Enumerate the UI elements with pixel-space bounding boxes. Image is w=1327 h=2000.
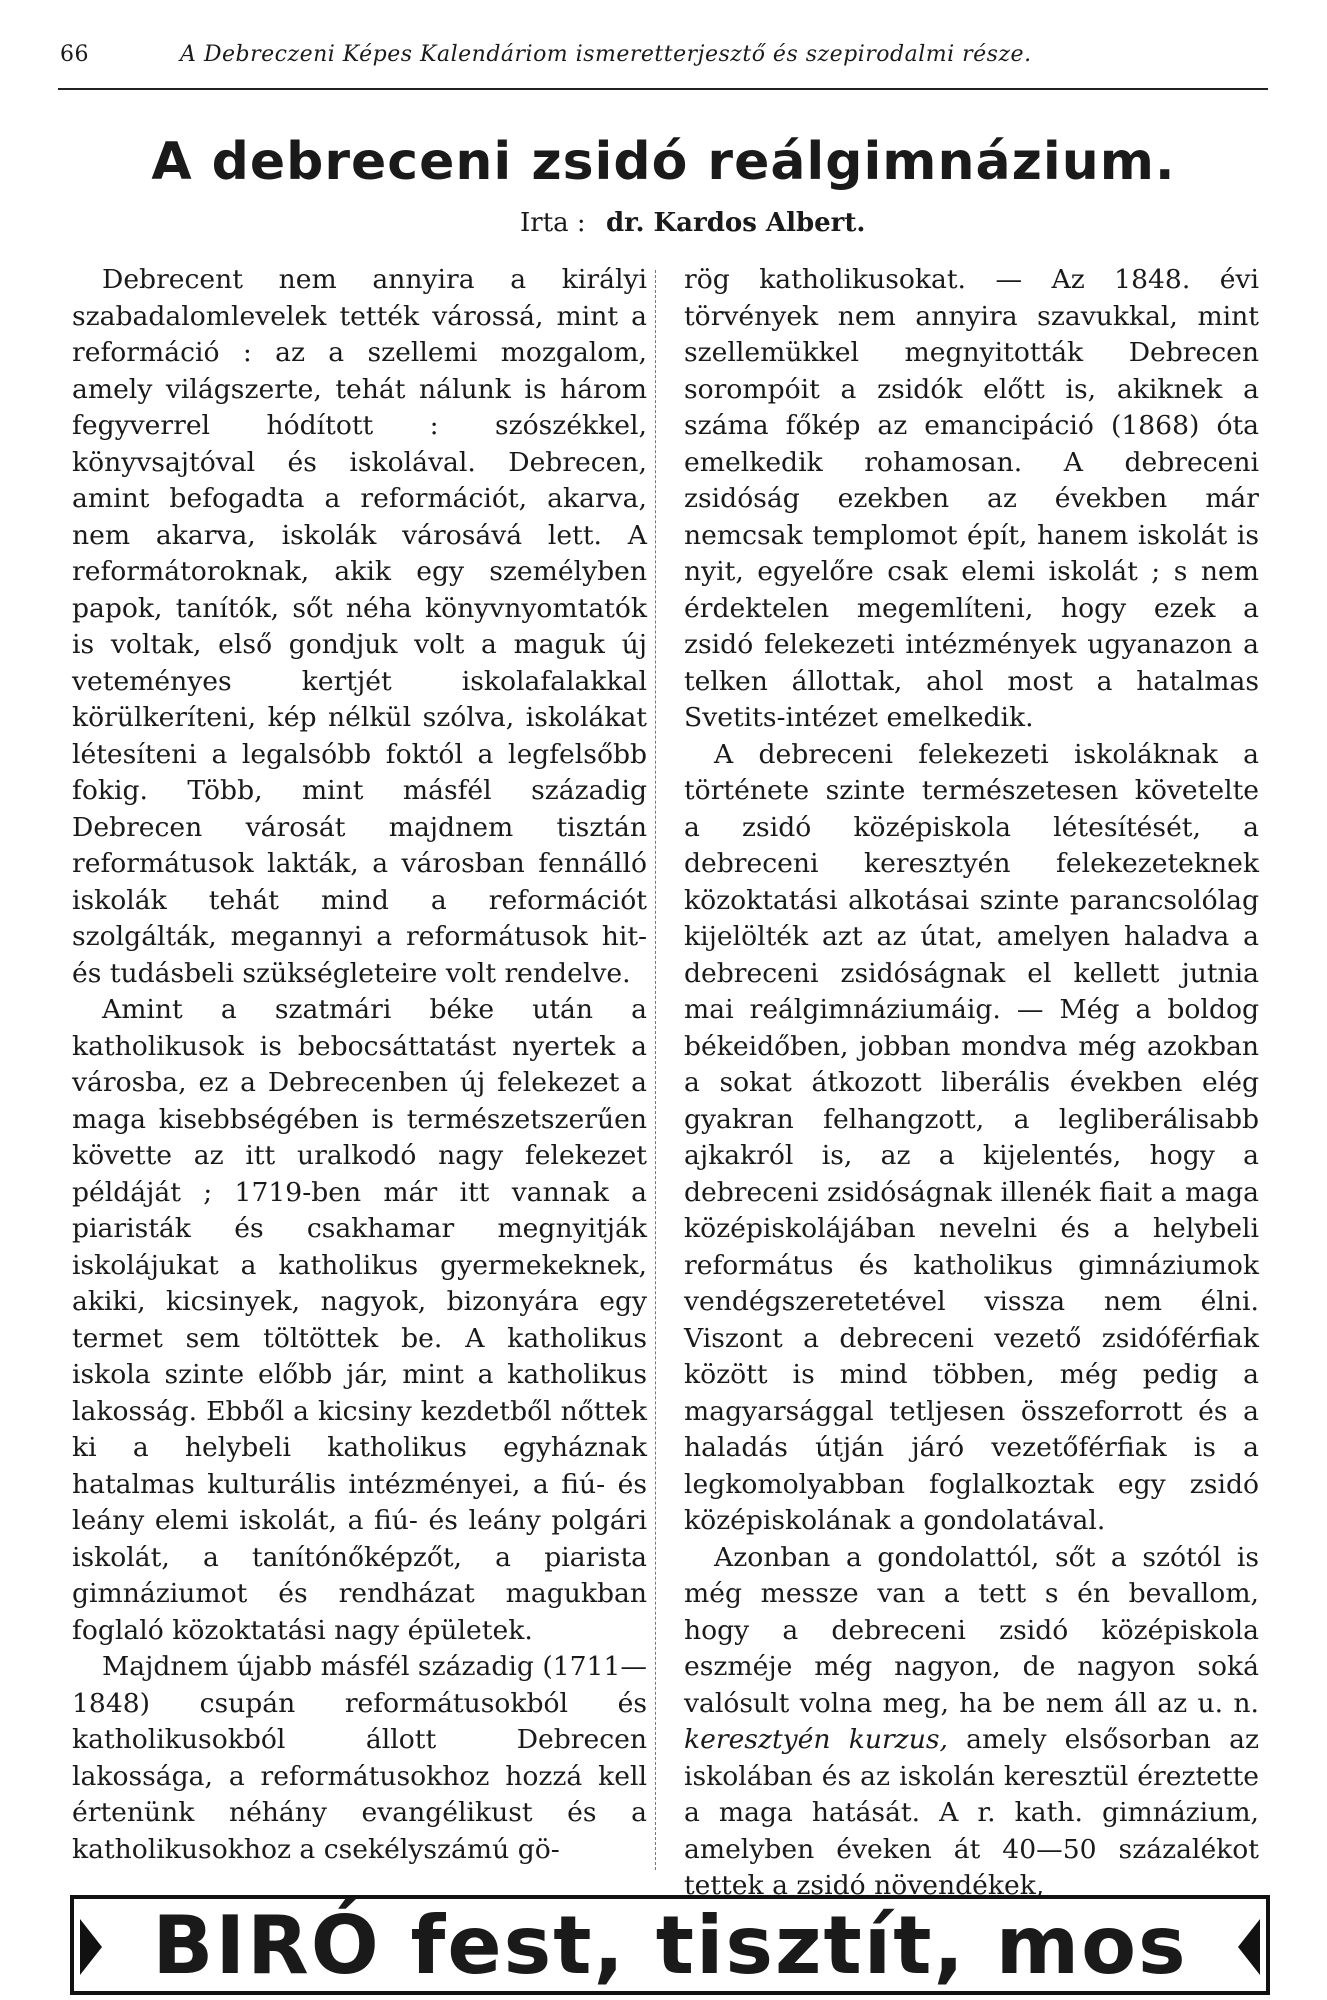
right-paragraph-3a: Azonban a gondolattól, sőt a szótól is még messze van a tett s én bevallom, hogy a debreceni zsidó középiskola eszméje még nagyon, de nagyon soká valósult volna meg, ha be nem áll az u. n. xyxy=(684,1541,1259,1719)
left-paragraph-3: Majdnem újabb másfél századig (1711—1848) csupán reformátusokból és katholikusokból állott Debrecen lakossága, a reformátusokhoz hozzá kell értenünk néhány evangélikust és a katholikusokhoz a csekélyszámú gö- xyxy=(72,1651,647,1865)
emphasis-kurzus: keresztyén kurzus, xyxy=(684,1724,948,1755)
arrow-right-icon xyxy=(1238,1919,1260,1975)
advertisement-text: BIRÓ fest, tisztít, mos xyxy=(152,1898,1188,1992)
column-divider xyxy=(655,270,656,1870)
left-column xyxy=(72,262,647,1870)
right-paragraph-2: A debreceni felekezeti iskoláknak a története szinte természetesen követelte a zsidó középiskola létesítését, a debreceni keresztyén felekezeteknek közoktatási alkotásai szinte parancsolólag kijelölték azt az útat, amelyen haladva a debreceni zsidóságnak el kellett jutnia mai reálgimnáziumáig. — Még a boldog békeidőben, jobban mondva még azokban a sokat átkozott liberális években elég gyakran felhangzott, a legliberálisabb ajkakról is, az a kijelentés, hogy a debreceni zsidóságnak illenék fiait a maga középiskolájában nevelni és a helybeli református és katholikus gimnáziumok vendégszeretetével vissza nem élni. Viszont a debreceni vezető zsidóférfiak között is mind többen, még pedig a magyarsággal tetljesen összeforrott és a haladás útján járó vezetőférfiak is a legkomolyabban foglalkoztak egy zsidó középiskolának a gondolatával. xyxy=(684,738,1259,1536)
right-column xyxy=(684,262,1259,1901)
page-number: 66 xyxy=(60,42,89,67)
header-rule xyxy=(58,88,1268,90)
right-paragraph-3 xyxy=(684,1540,1259,1905)
arrow-left-icon xyxy=(80,1919,102,1975)
author-name: dr. Kardos Albert. xyxy=(605,208,866,238)
right-paragraph-1: rög katholikusokat. — Az 1848. évi törvények nem annyira szavukkal, mint szellemükkel megnyitották Debrecen sorompóit a zsidók előtt is, akiknek a száma főkép az emancipáció (1868) óta emelkedik rohamosan. A debreceni zsidóság ezekben az években már nemcsak templomot épít, hanem iskolát is nyit, egyelőre csak elemi iskolát ; s nem érdektelen megemlíteni, hogy ezek a zsidó felekezeti intézmények ugyanazon a telken állottak, ahol most a hatalmas Svetits-intézet emelkedik. xyxy=(684,264,1259,733)
running-title: A Debreczeni Képes Kalendáriom ismeretterjesztő és szepirodalmi része. xyxy=(180,42,1032,67)
byline-label: Irta : xyxy=(520,208,586,238)
left-paragraph-1: Debrecent nem annyira a királyi szabadalomlevelek tették várossá, mint a reformáció : az a szellemi mozgalom, amely világszerte, tehát nálunk is három fegyverrel hódított : szószékkel, könyvsajtóval és iskolával. Debrecen, amint befogadta a reformációt, akarva, nem akarva, iskolák városává lett. A reformátoroknak, akik egy személyben papok, tanítók, sőt néha könyvnyomtatók is voltak, első gondjuk volt a maguk új veteményes kertjét iskolafalakkal körülkeríteni, kép nélkül szólva, iskolákat létesíteni a legalsóbb foktól a legfelsőbb fokig. Több, mint másfél századig Debrecen városát majdnem tisztán reformátusok lakták, a városban fennálló iskolák tehát mind a reformációt szolgálták, megannyi a reformátusok hit- és tudásbeli szükségleteire volt rendelve. xyxy=(72,264,647,989)
left-paragraph-2: Amint a szatmári béke után a katholikusok is bebocsáttatást nyertek a városba, ez a Debrecenben új felekezet a maga kisebbségében is természetszerűen követte az itt uralkodó nagy felekezet példáját ; 1719-ben már itt vannak a piaristák és csakhamar megnyitják iskolájukat a katholikus gyermekeknek, akiki, kicsinyek, nagyok, bizonyára egy termet sem töltöttek be. A katholikus iskola szinte előbb jár, mint a katholikus lakosság. Ebből a kicsiny kezdetből nőttek ki a helybeli katholikus egyháznak hatalmas kulturális intézményei, a fiú- és leány elemi iskolát, a fiú- és leány polgári iskolát, a tanítónőképzőt, a piarista gimnáziumot és rendházat magukban foglaló közoktatási nagy épületek. xyxy=(72,994,647,1646)
article-title: A debreceni zsidó reálgimnázium. xyxy=(151,132,1176,192)
running-head xyxy=(60,42,1240,78)
right-paragraph-3b: amely elsősorban az iskolában és az iskolán keresztül éreztette a maga hatását. A r. kath. gimnázium, amelyben éveken át 40—50 százalékot tettek a zsidó növendékek, xyxy=(684,1724,1259,1901)
advertisement-banner xyxy=(70,1895,1270,1995)
byline xyxy=(520,208,1020,238)
